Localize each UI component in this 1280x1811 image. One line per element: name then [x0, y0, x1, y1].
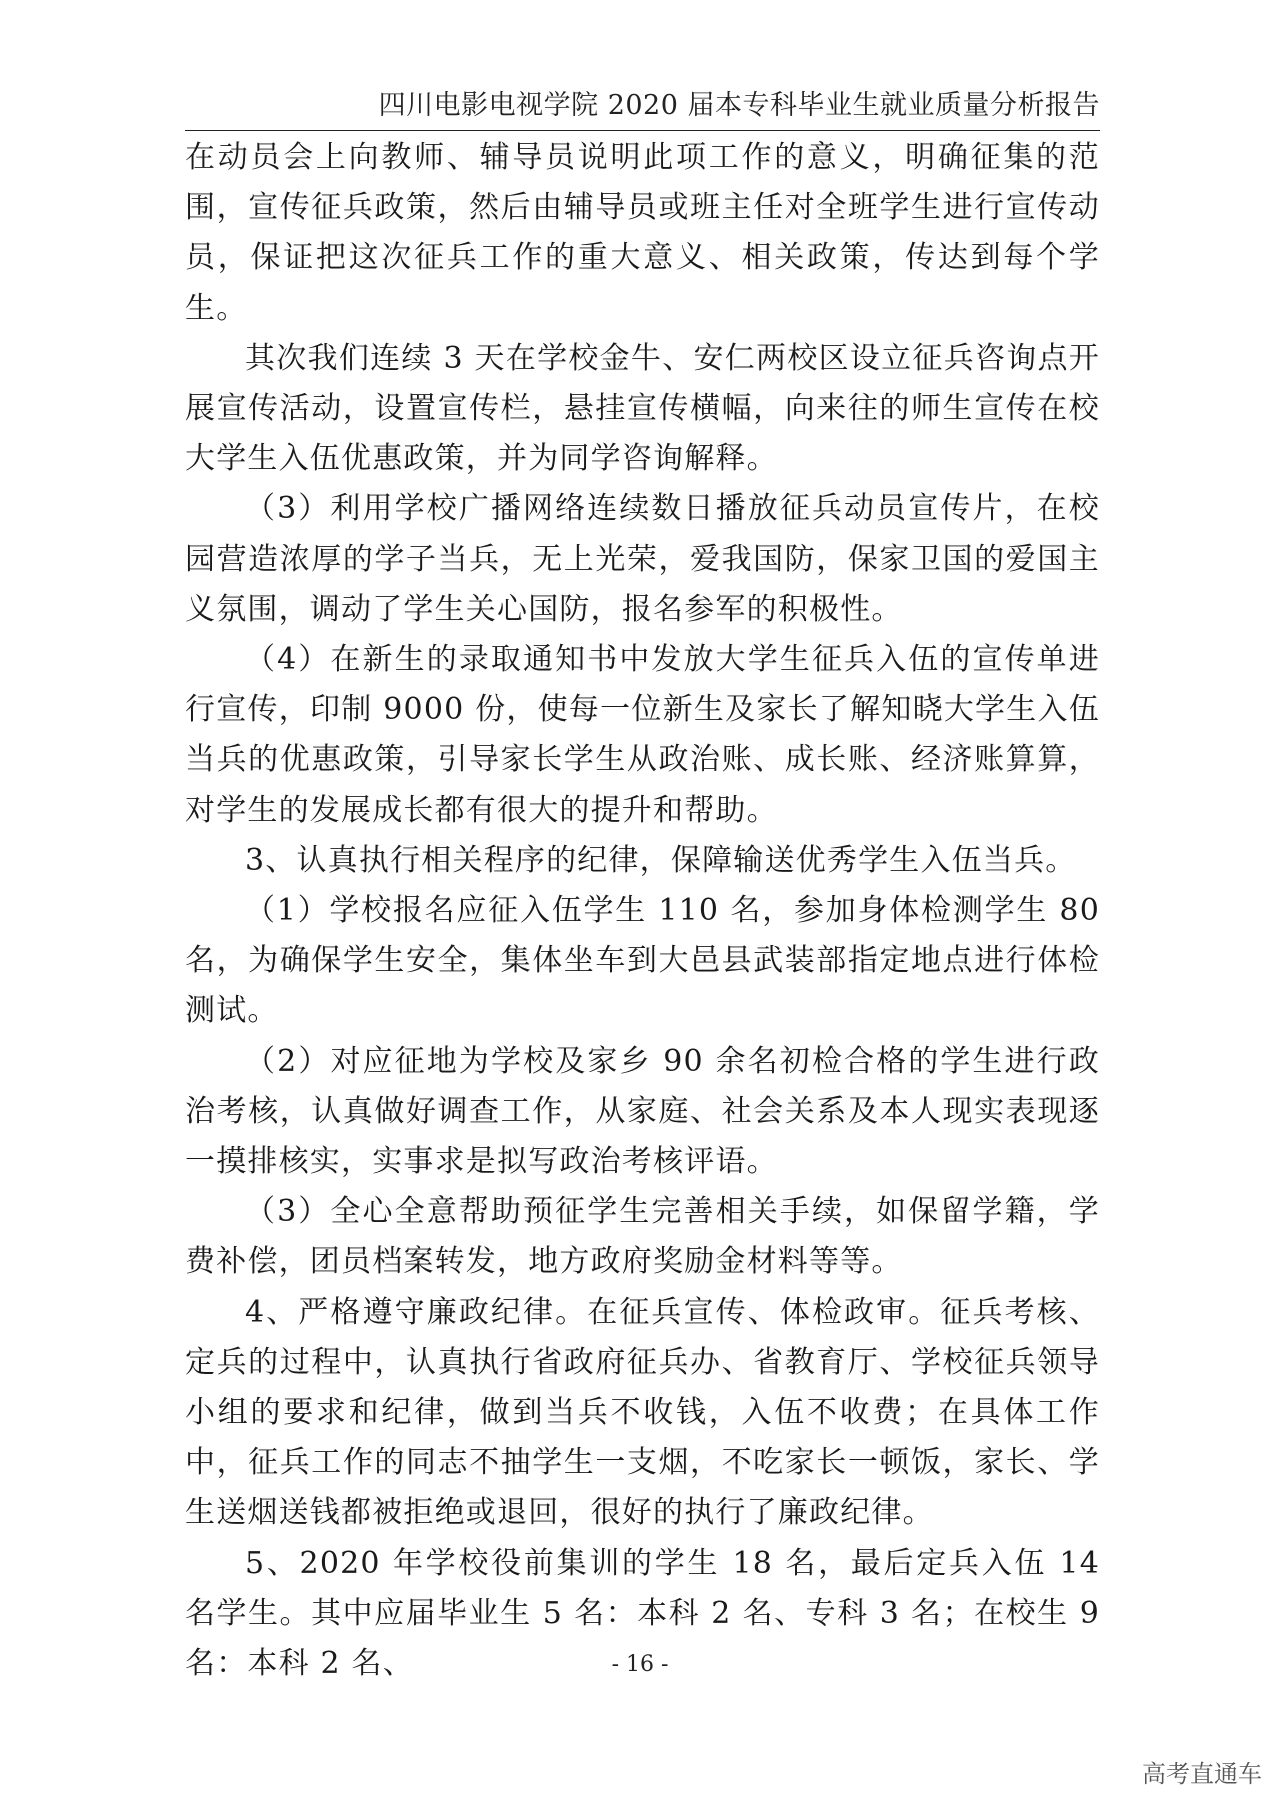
paragraph-9: 4、严格遵守廉政纪律。在征兵宣传、体检政审。征兵考核、定兵的过程中，认真执行省政府征兵办、省教育厅、学校征兵领导小组的要求和纪律，做到当兵不收钱，入伍不收费；在具体工作中，征兵工作的同志不抽学生一支烟，不吃家长一顿饭，家长、学生送烟送钱都被拒绝或退回，很好的执行了廉政纪律。	[185, 1294, 1100, 1531]
paragraph-8: （3）全心全意帮助预征学生完善相关手续，如保留学籍，学费补偿，团员档案转发，地方政府奖励金材料等等。	[185, 1194, 1100, 1280]
paragraph-4: （4）在新生的录取通知书中发放大学生征兵入伍的宣传单进行宣传，印制 9000 份，使每一位新生及家长了解知晓大学生入伍当兵的优惠政策，引导家长学生从政治账、成长账、经济账算算，对学生的发展成长都有很大的提升和帮助。	[185, 642, 1100, 828]
paragraph-2: 其次我们连续 3 天在学校金牛、安仁两校区设立征兵咨询点开展宣传活动，设置宣传栏，悬挂宣传横幅，向来往的师生宣传在校大学生入伍优惠政策，并为同学咨询解释。	[185, 340, 1100, 477]
paragraph-3: （3）利用学校广播网络连续数日播放征兵动员宣传片，在校园营造浓厚的学子当兵，无上光荣，爱我国防，保家卫国的爱国主义氛围，调动了学生关心国防，报名参军的积极性。	[185, 491, 1100, 627]
paragraph-5: 3、认真执行相关程序的纪律，保障输送优秀学生入伍当兵。	[245, 842, 1077, 878]
report-title: 四川电影电视学院 2020 届本专科毕业生就业质量分析报告	[378, 90, 1100, 121]
paragraph-6: （1）学校报名应征入伍学生 110 名，参加身体检测学生 80 名，为确保学生安全，集体坐车到大邑县武装部指定地点进行体检测试。	[185, 893, 1100, 1029]
page-number: - 16 -	[611, 1652, 669, 1677]
page-header	[185, 88, 1100, 131]
watermark-logo-text: 高考直通车	[1142, 1760, 1262, 1788]
paragraph-1: 在动员会上向教师、辅导员说明此项工作的意义，明确征集的范围，宣传征兵政策，然后由辅导员或班主任对全班学生进行宣传动员，保证把这次征兵工作的重大意义、相关政策，传达到每个学生。	[185, 140, 1100, 326]
document-body	[185, 133, 1100, 1689]
paragraph-10: 5、2020 年学校役前集训的学生 18 名，最后定兵入伍 14 名学生。其中应届毕业生 5 名：本科 2 名、专科 3 名；在校生 9 名：本科 2 名、	[185, 1545, 1100, 1682]
paragraph-7: （2）对应征地为学校及家乡 90 余名初检合格的学生进行政治考核，认真做好调查工作，从家庭、社会关系及本人现实表现逐一摸排核实，实事求是拟写政治考核评语。	[185, 1043, 1100, 1180]
